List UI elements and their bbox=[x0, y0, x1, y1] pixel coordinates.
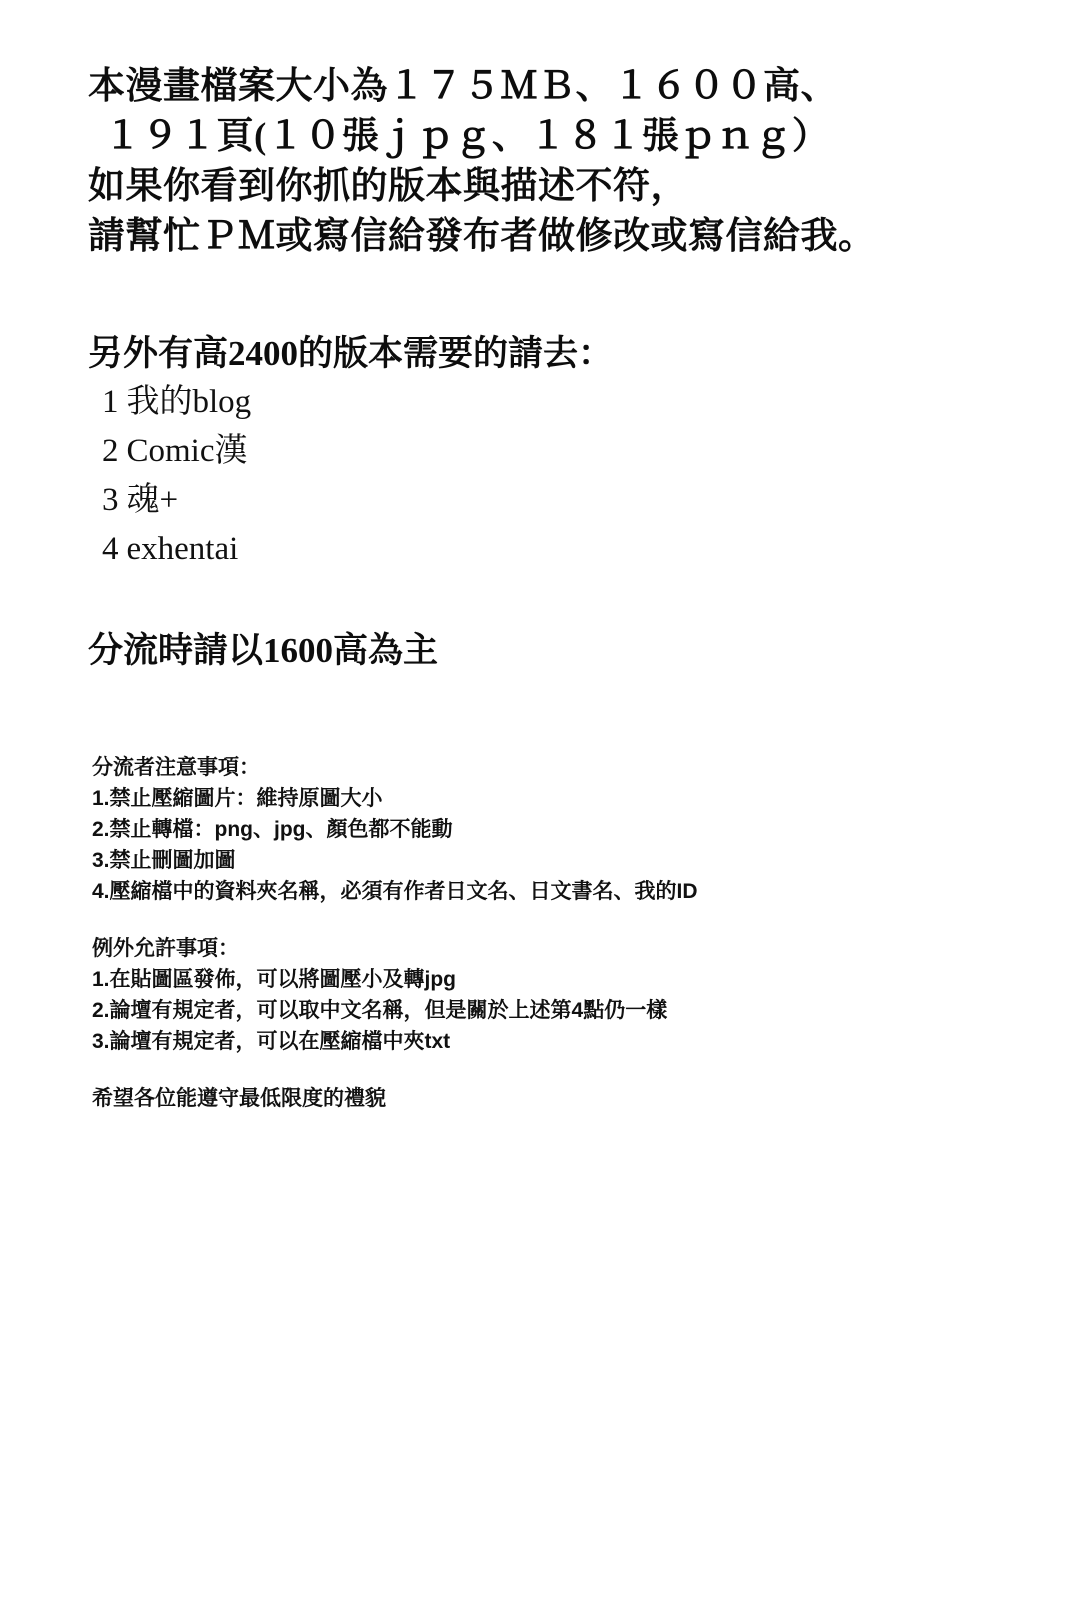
intro-line-3: 如果你看到你抓的版本與描述不符， bbox=[88, 166, 688, 207]
rules-section-title-1: 分流者注意事項： bbox=[92, 756, 260, 779]
intro-line-4: 請幫忙ＰＭ或寫信給發布者做修改或寫信給我。 bbox=[88, 216, 876, 257]
alt-version-label-2: Comic漢 bbox=[126, 433, 248, 469]
intro-line-2: １９１頁(１０張ｊｐｇ、１８１張ｐｎｇ） bbox=[104, 116, 830, 157]
intro-line-1: 本漫畫檔案大小為１７５ＭＢ、１６００高、 bbox=[88, 66, 838, 107]
closing-line: 希望各位能遵守最低限度的禮貌 bbox=[92, 1087, 386, 1110]
rules-block bbox=[92, 752, 1032, 1114]
alt-version-label-3: 魂+ bbox=[126, 482, 179, 518]
rules-line-1-3: 3.禁止刪圖加圖 bbox=[92, 849, 236, 872]
alt-version-item-1 bbox=[88, 378, 988, 427]
alt-version-number-2: 2 bbox=[102, 433, 119, 469]
rules-line-1-1: 1.禁止壓縮圖片：維持原圖大小 bbox=[92, 787, 383, 810]
rules-line-1-4: 4.壓縮檔中的資料夾名稱，必須有作者日文名、日文書名、我的ID bbox=[92, 880, 698, 903]
alt-version-number-1: 1 bbox=[102, 384, 119, 420]
rules-section-exceptions bbox=[92, 933, 1032, 1057]
rules-line-2-2: 2.論壇有規定者，可以取中文名稱，但是關於上述第4點仍一樣 bbox=[92, 999, 668, 1022]
alt-version-item-4 bbox=[88, 525, 988, 574]
alt-version-item-2 bbox=[88, 427, 988, 476]
intro-block bbox=[88, 62, 1018, 262]
alt-version-label-1: 我的blog bbox=[126, 384, 252, 420]
alt-versions-block bbox=[88, 330, 988, 574]
alt-version-label-4: exhentai bbox=[126, 531, 239, 567]
alt-version-item-3 bbox=[88, 476, 988, 525]
rules-section-title-2: 例外允許事項： bbox=[92, 937, 239, 960]
alt-versions-heading: 另外有高2400的版本需要的請去： bbox=[88, 334, 614, 373]
alt-version-number-3: 3 bbox=[102, 482, 119, 518]
rules-section-distributors bbox=[92, 752, 1032, 907]
rules-line-2-1: 1.在貼圖區發佈，可以將圖壓小及轉jpg bbox=[92, 968, 457, 991]
emphasis-line: 分流時請以1600高為主 bbox=[88, 631, 439, 670]
alt-version-number-4: 4 bbox=[102, 531, 119, 567]
rules-line-1-2: 2.禁止轉檔：png、jpg、顏色都不能動 bbox=[92, 818, 453, 841]
rules-line-2-3: 3.論壇有規定者，可以在壓縮檔中夾txt bbox=[92, 1030, 451, 1053]
